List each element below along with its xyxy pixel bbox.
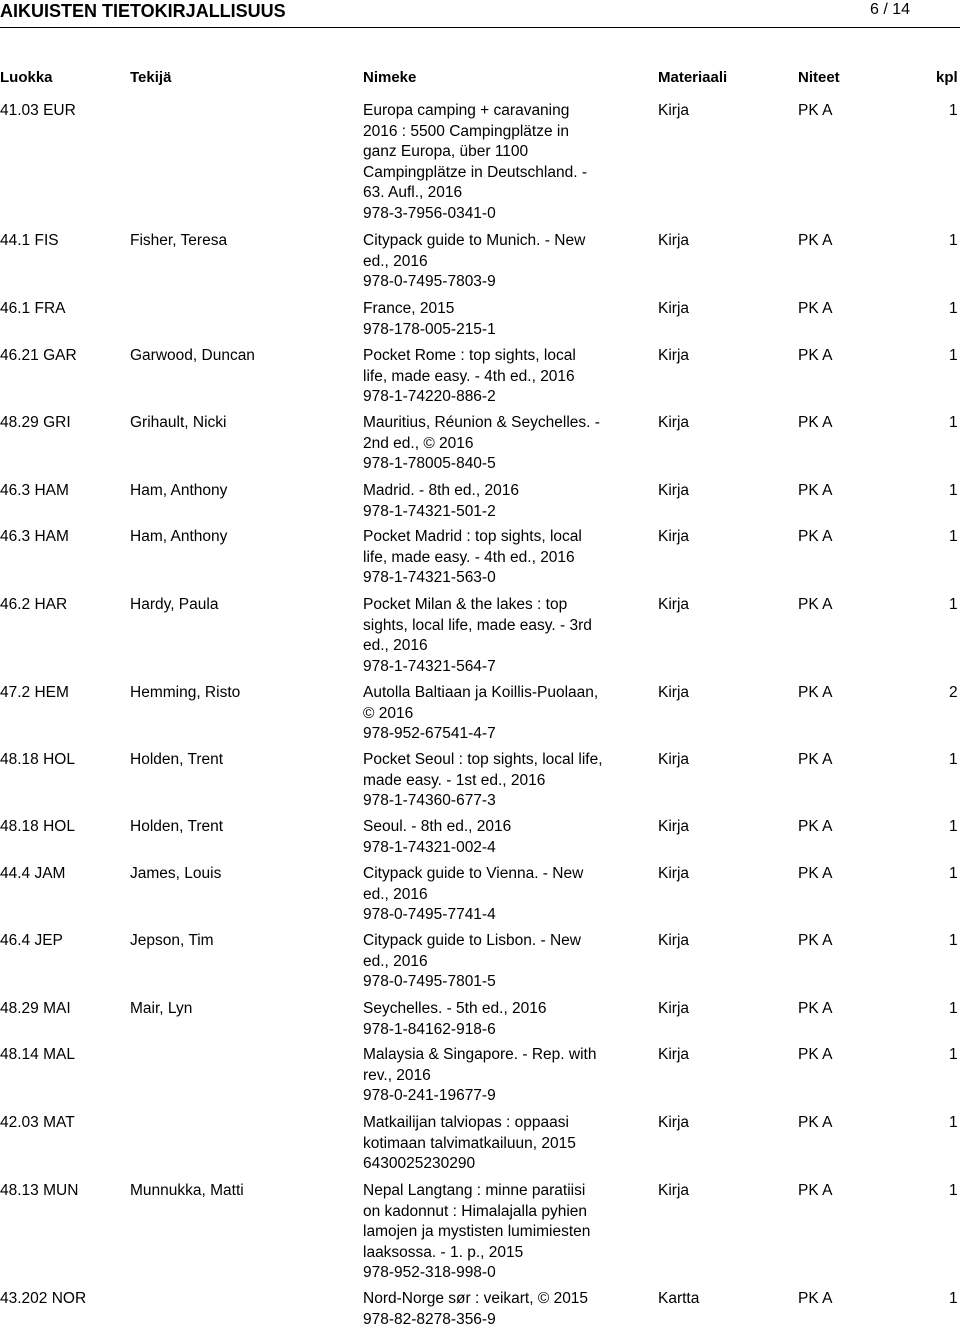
title-line: on kadonnut : Himalajalla pyhien	[363, 1202, 625, 1223]
author-cell: Garwood, Duncan	[130, 346, 255, 367]
title-line: © 2016	[363, 704, 625, 725]
count-cell: 2	[949, 683, 958, 704]
count-cell: 1	[949, 231, 958, 252]
title-line: 978-1-74321-563-0	[363, 568, 625, 589]
title-line: Pocket Milan & the lakes : top	[363, 595, 625, 616]
copies-location-cell: PK A	[798, 1113, 832, 1134]
title-line: Madrid. - 8th ed., 2016	[363, 481, 625, 502]
document-title: AIKUISTEN TIETOKIRJALLISUUS	[0, 1, 286, 22]
copies-location-cell: PK A	[798, 101, 832, 122]
title-cell	[363, 1045, 625, 1107]
luokka-cell: 42.03 MAT	[0, 1113, 75, 1134]
title-line: ed., 2016	[363, 952, 625, 973]
title-line: lamojen ja mystisten lumimiesten	[363, 1222, 625, 1243]
title-line: Nepal Langtang : minne paratiisi	[363, 1181, 625, 1202]
material-cell: Kirja	[658, 999, 689, 1020]
luokka-cell: 44.4 JAM	[0, 864, 65, 885]
title-line: 978-0-7495-7741-4	[363, 905, 625, 926]
luokka-cell: 48.13 MUN	[0, 1181, 78, 1202]
luokka-cell: 48.14 MAL	[0, 1045, 75, 1066]
title-line: life, made easy. - 4th ed., 2016	[363, 367, 625, 388]
material-cell: Kirja	[658, 299, 689, 320]
count-cell: 1	[949, 817, 958, 838]
material-cell: Kirja	[658, 1113, 689, 1134]
count-cell: 1	[949, 346, 958, 367]
title-cell	[363, 864, 625, 926]
title-cell	[363, 595, 625, 677]
title-cell	[363, 299, 625, 340]
luokka-cell: 46.3 HAM	[0, 481, 69, 502]
luokka-cell: 46.1 FRA	[0, 299, 65, 320]
title-line: rev., 2016	[363, 1066, 625, 1087]
title-line: 978-0-7495-7803-9	[363, 272, 625, 293]
title-line: 978-0-241-19677-9	[363, 1086, 625, 1107]
title-line: Matkailijan talviopas : oppaasi	[363, 1113, 625, 1134]
title-cell	[363, 481, 625, 522]
title-line: Pocket Rome : top sights, local	[363, 346, 625, 367]
copies-location-cell: PK A	[798, 299, 832, 320]
title-line: Seychelles. - 5th ed., 2016	[363, 999, 625, 1020]
title-line: France, 2015	[363, 299, 625, 320]
title-line: Nord-Norge sør : veikart, © 2015	[363, 1289, 625, 1310]
author-cell: Holden, Trent	[130, 817, 223, 838]
title-line: Malaysia & Singapore. - Rep. with	[363, 1045, 625, 1066]
title-line: 63. Aufl., 2016	[363, 183, 625, 204]
title-line: Pocket Seoul : top sights, local life,	[363, 750, 625, 771]
title-line: 978-952-318-998-0	[363, 1263, 625, 1284]
title-line: Citypack guide to Munich. - New	[363, 231, 625, 252]
copies-location-cell: PK A	[798, 481, 832, 502]
copies-location-cell: PK A	[798, 527, 832, 548]
title-line: made easy. - 1st ed., 2016	[363, 771, 625, 792]
count-cell: 1	[949, 1113, 958, 1134]
title-cell	[363, 1113, 625, 1175]
page-header	[0, 0, 960, 24]
title-cell	[363, 346, 625, 408]
count-cell: 1	[949, 931, 958, 952]
copies-location-cell: PK A	[798, 931, 832, 952]
count-cell: 1	[949, 999, 958, 1020]
title-line: ed., 2016	[363, 885, 625, 906]
copies-location-cell: PK A	[798, 595, 832, 616]
title-line: 2nd ed., © 2016	[363, 434, 625, 455]
column-header-luokka: Luokka	[0, 69, 53, 86]
title-cell	[363, 750, 625, 812]
header-divider	[0, 27, 960, 28]
copies-location-cell: PK A	[798, 1181, 832, 1202]
author-cell: James, Louis	[130, 864, 221, 885]
material-cell: Kirja	[658, 683, 689, 704]
column-header-materiaali: Materiaali	[658, 69, 727, 86]
title-line: 6430025230290	[363, 1154, 625, 1175]
title-line: Citypack guide to Lisbon. - New	[363, 931, 625, 952]
material-cell: Kartta	[658, 1289, 699, 1310]
author-cell: Ham, Anthony	[130, 527, 227, 548]
material-cell: Kirja	[658, 1181, 689, 1202]
material-cell: Kirja	[658, 481, 689, 502]
title-line: 978-1-74321-002-4	[363, 838, 625, 859]
column-header-niteet: Niteet	[798, 69, 840, 86]
title-line: laaksossa. - 1. p., 2015	[363, 1243, 625, 1264]
material-cell: Kirja	[658, 231, 689, 252]
title-cell	[363, 101, 625, 224]
material-cell: Kirja	[658, 346, 689, 367]
title-line: 978-82-8278-356-9	[363, 1310, 625, 1330]
title-line: Campingplätze in Deutschland. -	[363, 163, 625, 184]
copies-location-cell: PK A	[798, 1289, 832, 1310]
author-cell: Fisher, Teresa	[130, 231, 227, 252]
author-cell: Holden, Trent	[130, 750, 223, 771]
luokka-cell: 44.1 FIS	[0, 231, 59, 252]
title-line: Europa camping + caravaning	[363, 101, 625, 122]
material-cell: Kirja	[658, 817, 689, 838]
title-cell	[363, 817, 625, 858]
title-line: Seoul. - 8th ed., 2016	[363, 817, 625, 838]
count-cell: 1	[949, 1181, 958, 1202]
title-cell	[363, 1289, 625, 1330]
luokka-cell: 48.18 HOL	[0, 817, 75, 838]
title-line: 978-1-74220-886-2	[363, 387, 625, 408]
copies-location-cell: PK A	[798, 817, 832, 838]
copies-location-cell: PK A	[798, 864, 832, 885]
title-line: 978-1-74321-564-7	[363, 657, 625, 678]
title-cell	[363, 527, 625, 589]
copies-location-cell: PK A	[798, 683, 832, 704]
copies-location-cell: PK A	[798, 231, 832, 252]
title-line: ganz Europa, über 1100	[363, 142, 625, 163]
column-header-nimeke: Nimeke	[363, 69, 416, 86]
author-cell: Mair, Lyn	[130, 999, 192, 1020]
title-line: ed., 2016	[363, 252, 625, 273]
title-line: 978-3-7956-0341-0	[363, 204, 625, 225]
luokka-cell: 48.18 HOL	[0, 750, 75, 771]
count-cell: 1	[949, 527, 958, 548]
title-line: Autolla Baltiaan ja Koillis-Puolaan,	[363, 683, 625, 704]
title-cell	[363, 683, 625, 745]
title-line: 978-0-7495-7801-5	[363, 972, 625, 993]
count-cell: 1	[949, 750, 958, 771]
luokka-cell: 43.202 NOR	[0, 1289, 86, 1310]
count-cell: 1	[949, 299, 958, 320]
title-line: 2016 : 5500 Campingplätze in	[363, 122, 625, 143]
title-line: 978-1-74321-501-2	[363, 502, 625, 523]
count-cell: 1	[949, 481, 958, 502]
count-cell: 1	[949, 864, 958, 885]
title-cell	[363, 231, 625, 293]
count-cell: 1	[949, 1045, 958, 1066]
title-cell	[363, 999, 625, 1040]
title-line: Pocket Madrid : top sights, local	[363, 527, 625, 548]
copies-location-cell: PK A	[798, 750, 832, 771]
title-line: kotimaan talvimatkailuun, 2015	[363, 1134, 625, 1155]
copies-location-cell: PK A	[798, 346, 832, 367]
title-line: sights, local life, made easy. - 3rd	[363, 616, 625, 637]
luokka-cell: 41.03 EUR	[0, 101, 76, 122]
material-cell: Kirja	[658, 931, 689, 952]
material-cell: Kirja	[658, 750, 689, 771]
author-cell: Ham, Anthony	[130, 481, 227, 502]
title-line: life, made easy. - 4th ed., 2016	[363, 548, 625, 569]
title-cell	[363, 413, 625, 475]
column-header-tekija: Tekijä	[130, 69, 171, 86]
luokka-cell: 47.2 HEM	[0, 683, 69, 704]
count-cell: 1	[949, 413, 958, 434]
luokka-cell: 48.29 MAI	[0, 999, 71, 1020]
count-cell: 1	[949, 595, 958, 616]
material-cell: Kirja	[658, 101, 689, 122]
material-cell: Kirja	[658, 595, 689, 616]
author-cell: Jepson, Tim	[130, 931, 214, 952]
luokka-cell: 46.4 JEP	[0, 931, 63, 952]
copies-location-cell: PK A	[798, 999, 832, 1020]
page-number: 6 / 14	[870, 1, 910, 19]
author-cell: Hardy, Paula	[130, 595, 218, 616]
author-cell: Hemming, Risto	[130, 683, 240, 704]
count-cell: 1	[949, 1289, 958, 1310]
luokka-cell: 46.2 HAR	[0, 595, 67, 616]
author-cell: Munnukka, Matti	[130, 1181, 244, 1202]
title-line: 978-178-005-215-1	[363, 320, 625, 341]
material-cell: Kirja	[658, 413, 689, 434]
copies-location-cell: PK A	[798, 1045, 832, 1066]
column-header-kpl: kpl	[936, 69, 958, 86]
title-line: 978-952-67541-4-7	[363, 724, 625, 745]
title-line: 978-1-78005-840-5	[363, 454, 625, 475]
title-cell	[363, 1181, 625, 1284]
title-line: ed., 2016	[363, 636, 625, 657]
title-line: 978-1-84162-918-6	[363, 1020, 625, 1041]
title-cell	[363, 931, 625, 993]
material-cell: Kirja	[658, 864, 689, 885]
luokka-cell: 46.3 HAM	[0, 527, 69, 548]
author-cell: Grihault, Nicki	[130, 413, 226, 434]
title-line: Citypack guide to Vienna. - New	[363, 864, 625, 885]
luokka-cell: 48.29 GRI	[0, 413, 71, 434]
material-cell: Kirja	[658, 527, 689, 548]
material-cell: Kirja	[658, 1045, 689, 1066]
title-line: 978-1-74360-677-3	[363, 791, 625, 812]
luokka-cell: 46.21 GAR	[0, 346, 77, 367]
count-cell: 1	[949, 101, 958, 122]
copies-location-cell: PK A	[798, 413, 832, 434]
title-line: Mauritius, Réunion & Seychelles. -	[363, 413, 625, 434]
